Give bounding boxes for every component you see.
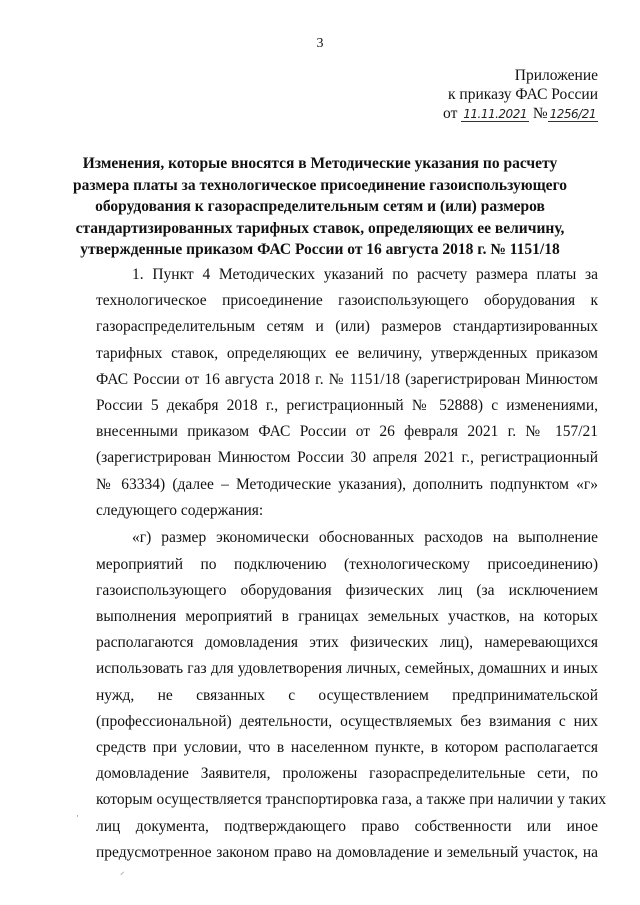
text-line: нужд, не связанных с осуществлением предпринимательской [96, 686, 598, 704]
text-line: лиц документа, подтверждающего право собственности или иное [96, 817, 598, 835]
appendix-header [378, 66, 598, 124]
title-line: утвержденные приказом ФАС России от 16 августа 2018 г. № 1151/18 [80, 241, 560, 258]
text-line: газоиспользующего оборудования физических лиц (за исключением [96, 581, 598, 599]
appendix-date-line [378, 104, 598, 124]
date-prefix: от [443, 105, 458, 122]
text-line: тарифных ставок, определяющих ее величину, утвержденных приказом [96, 344, 598, 362]
appendix-order-ref: к приказу ФАС России [448, 86, 598, 103]
text-line: мероприятий по подключению (технологическому присоединению) [96, 555, 598, 573]
text-line: предусмотренное законом право на домовладение и земельный участок, на [96, 843, 598, 861]
text-line: (профессиональной) деятельности, осуществляемых без взимания с них [96, 712, 598, 730]
appendix-label: Приложение [514, 67, 598, 84]
text-line: (зарегистрирован Минюстом России 30 апреля 2021 г., регистрационный [96, 449, 598, 467]
paragraph-2 [96, 525, 607, 865]
text-line: использовать газ для удовлетворения личных, семейных, домашних и иных [96, 660, 598, 678]
document-body [96, 262, 607, 866]
text-line: средств при условии, что в населенном пункте, в котором располагается [96, 738, 598, 756]
text-line: технологическое присоединение газоиспользующего оборудования к [96, 292, 598, 310]
handwritten-order-number: 1256/21 [549, 107, 596, 121]
text-line: следующего содержания: [96, 501, 264, 519]
text-line: выполнения мероприятий в границах земельных участков, на которых [96, 608, 598, 626]
title-line: стандартизированных тарифных ставок, определяющих ее величину, [75, 219, 565, 237]
text-line: располагаются домовладения этих физических лиц), намеревающихся [96, 634, 598, 652]
number-prefix: № [532, 105, 548, 122]
title-line: Изменения, которые вносятся в Методические указания по расчету [82, 155, 558, 172]
text-line: «г) размер экономически обоснованных расходов на выполнение [132, 529, 598, 547]
title-line: размера платы за технологическое присоединение газоиспользующего [73, 176, 567, 194]
text-line: внесенными приказом ФАС России от 26 февраля 2021 г. № 157/21 [96, 423, 598, 441]
text-line: газораспределительным сетям и (или) размеров стандартизированных [96, 318, 598, 336]
handwritten-date: 11.11.2021 [463, 107, 527, 121]
text-line: домовладение Заявителя, проложены газораспределительные сети, по [96, 765, 598, 783]
text-line: России 5 декабря 2018 г., регистрационный № 52888) с изменениями, [96, 396, 598, 414]
page-number: 3 [316, 36, 324, 51]
text-line: ФАС России от 16 августа 2018 г. № 1151/18 (зарегистрирован Минюстом [96, 370, 598, 388]
document-title [70, 153, 570, 261]
title-line: оборудования к газораспределительным сетям и (или) размеров [95, 198, 545, 215]
scan-speck: · [76, 812, 79, 822]
paragraph-1 [96, 262, 598, 524]
scan-speck: ⸍ [120, 871, 125, 881]
text-line: 1. Пункт 4 Методических указаний по расчету размера платы за [132, 266, 598, 283]
text-line: № 63334) (далее – Методические указания), дополнить подпунктом «г» [96, 475, 598, 493]
text-line: которым осуществляется транспортировка газа, а также при наличии у таких [96, 791, 607, 809]
